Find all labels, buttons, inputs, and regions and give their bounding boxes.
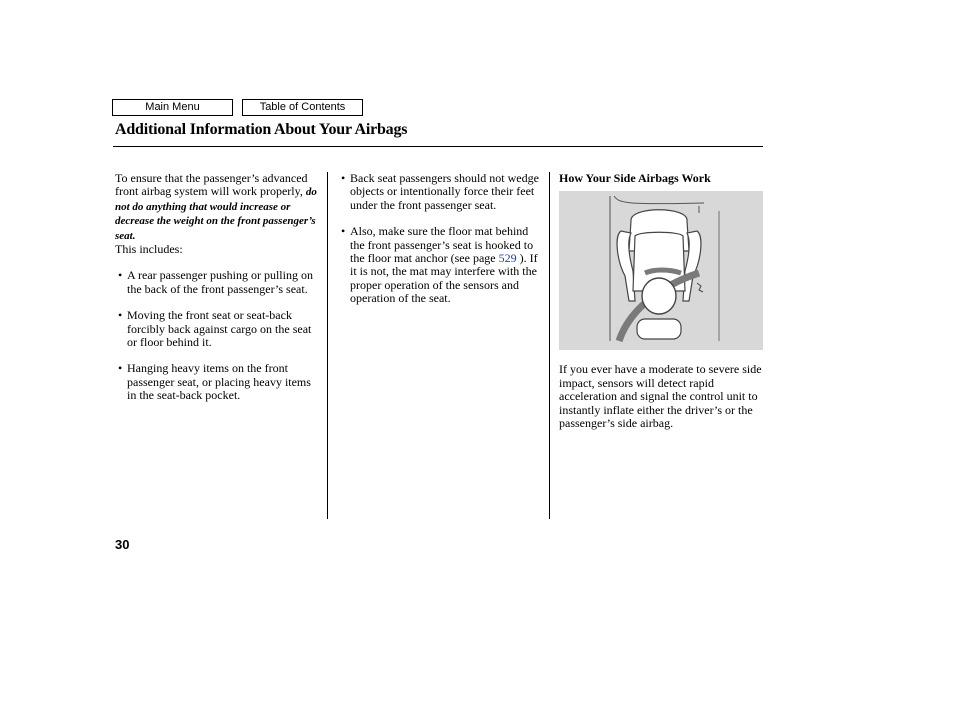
column-divider-1 bbox=[327, 172, 328, 519]
main-menu-button[interactable]: Main Menu bbox=[112, 99, 233, 116]
page-link[interactable]: 529 bbox=[498, 251, 517, 266]
list-item: • Back seat passengers should not wedge objects or intentionally force their feet under the front passenger seat. bbox=[341, 171, 539, 212]
column-1 bbox=[115, 172, 320, 403]
column-3 bbox=[559, 172, 764, 430]
list-item: • A rear passenger pushing or pulling on the back of the front passenger’s seat. bbox=[118, 268, 313, 296]
column-2 bbox=[338, 172, 543, 306]
table-of-contents-button[interactable]: Table of Contents bbox=[242, 99, 363, 116]
side-airbag-description: If you ever have a moderate to severe side impact, sensors will detect rapid acceleration and signal the control unit to instantly inflate either the driver’s or the passenger’s side airbag. bbox=[559, 362, 762, 431]
intro-tail: This includes: bbox=[115, 242, 183, 257]
column-divider-2 bbox=[549, 172, 550, 519]
section-heading: How Your Side Airbags Work bbox=[559, 171, 711, 185]
seat-occupant-diagram bbox=[559, 191, 763, 350]
intro-emphasis: do not do anything that would increase or decrease the weight on the front passenger’s seat. bbox=[115, 186, 317, 242]
title-divider bbox=[113, 146, 763, 147]
list-item: • Also, make sure the floor mat behind the front passenger’s seat is hooked to the floor mat anchor (see page 529 ). If it is not, the mat may interfere with the proper operation of the sensors and operation of the seat. bbox=[341, 224, 538, 306]
list-item: • Hanging heavy items on the front passenger seat, or placing heavy items in the seat-back pocket. bbox=[118, 361, 311, 403]
page-number: 30 bbox=[115, 537, 130, 552]
page-title: Additional Information About Your Airbags bbox=[115, 121, 408, 138]
list-item: • Moving the front seat or seat-back forcibly back against cargo on the seat or floor behind it. bbox=[118, 308, 312, 350]
intro-paragraph bbox=[115, 172, 320, 243]
side-airbag-illustration bbox=[559, 191, 763, 350]
intro-text: To ensure that the passenger’s advanced front airbag system will work properly, bbox=[115, 171, 308, 199]
